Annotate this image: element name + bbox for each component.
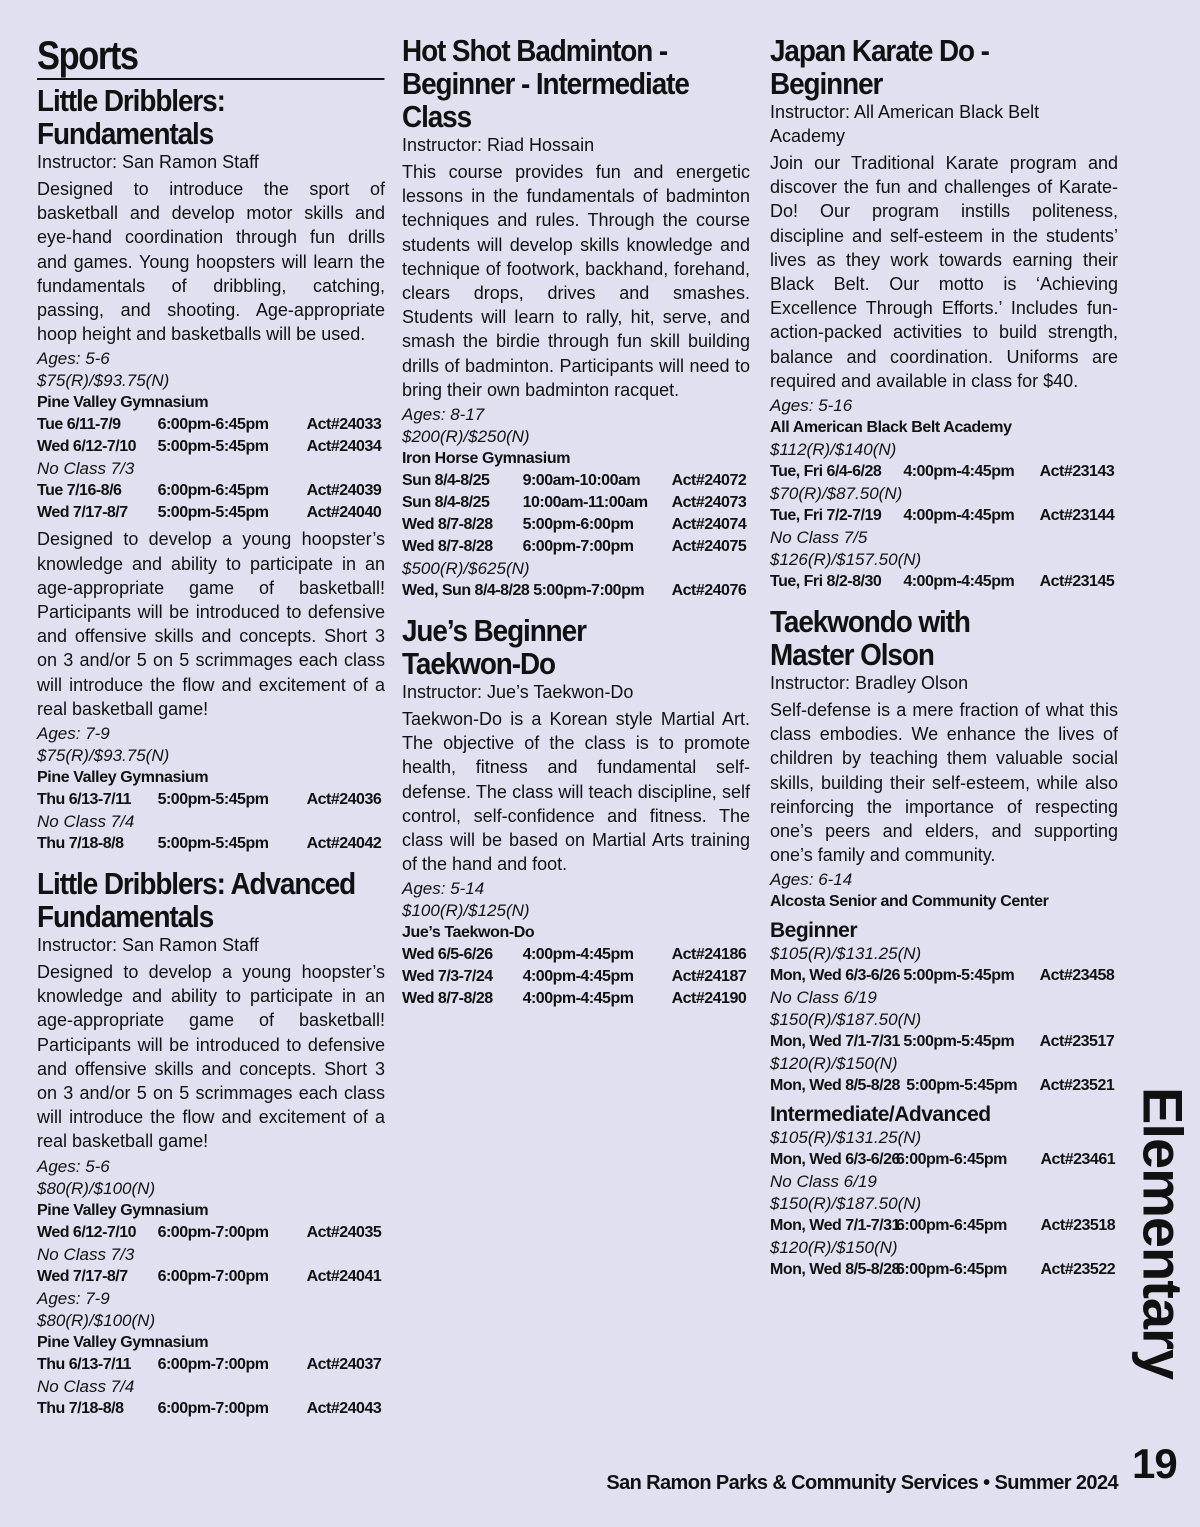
course-title: Japan Karate Do -: [770, 33, 989, 68]
schedule-row: Sun 8/4-8/25 9:00am-10:00am Act#24072: [402, 472, 747, 490]
schedule-row: Mon, Wed 7/1-7/31 6:00pm-6:45pm Act#23518: [770, 1217, 1116, 1235]
instructor: Instructor: Jue’s Taekwon-Do: [402, 682, 634, 703]
ages: Ages: 5-6: [37, 349, 110, 369]
course-japan-karate-do: [770, 34, 1118, 593]
price: $112(R)/$140(N): [770, 440, 897, 460]
schedule-row: Wed 8/7-8/28 6:00pm-7:00pm Act#24075: [402, 538, 747, 556]
course-description: Designed to introduce the sport of basketball and develop motor skills and eye-hand coordination through fun drills and games. Young hoopsters will learn the fundamentals of dribbling, catching, passing, and shooting. Age-appropriate hoop height and basketballs will be used.: [37, 179, 385, 345]
course-description: Designed to develop a young hoopster’s knowledge and ability to participate in an age-appropriate game of basketball! Participants will be introduced to defensive and offensive skills and concepts. Short 3 on 3 and/or 5 on 5 scrimmages each class will introduce the flow and excitement of a real basketball game!: [37, 529, 385, 719]
location: Iron Horse Gymnasium: [402, 450, 571, 468]
price: $80(R)/$100(N): [37, 1178, 156, 1198]
schedule-row: Tue, Fri 6/4-6/28 4:00pm-4:45pm Act#23143: [770, 463, 1115, 481]
course-title: Fundamentals: [37, 116, 214, 151]
schedule-row: Tue, Fri 7/2-7/19 4:00pm-4:45pm Act#23144: [770, 507, 1115, 525]
schedule-row: Thu 7/18-8/8 5:00pm-5:45pm Act#24042: [37, 835, 382, 853]
schedule-row: Wed 6/5-6/26 4:00pm-4:45pm Act#24186: [402, 946, 747, 964]
schedule-row: Wed 7/17-8/7 6:00pm-7:00pm Act#24041: [37, 1267, 382, 1285]
price: $200(R)/$250(N): [402, 427, 530, 447]
price: $105(R)/$131.25(N): [770, 944, 922, 964]
instructor: Instructor: San Ramon Staff: [37, 152, 259, 172]
footer: San Ramon Parks & Community Services • Summer 2024: [606, 1472, 1118, 1494]
schedule-row: Mon, Wed 6/3-6/26 5:00pm-5:45pm Act#23458: [770, 967, 1115, 985]
course-title: Beginner: [770, 66, 883, 101]
course-title: Jue’s Beginner: [402, 613, 586, 649]
course-title: Beginner - Intermediate: [402, 66, 689, 101]
location: Pine Valley Gymnasium: [37, 1201, 209, 1219]
column-3: [770, 34, 1118, 1281]
price: $75(R)/$93.75(N): [37, 746, 170, 766]
column-2: [402, 34, 750, 1010]
price: $500(R)/$625(N): [402, 559, 530, 579]
column-1: [37, 34, 385, 1420]
price: $126(R)/$157.50(N): [770, 550, 922, 570]
instructor: Instructor: Bradley Olson: [770, 673, 969, 694]
ages: Ages: 7-9: [37, 724, 110, 744]
instructor: Instructor: San Ramon Staff: [37, 935, 259, 956]
ages: Ages: 5-6: [37, 1156, 110, 1176]
course-description: Self-defense is a mere fraction of what this class embodies. We enhance the lives of children by teaching them valuable social skills, building their self-esteem, while also reinforcing the importance of respecting one’s peers and elders, and supporting one’s family and community.: [770, 700, 1118, 866]
location: Jue’s Taekwon-Do: [402, 924, 535, 942]
no-class-note: No Class 6/19: [770, 988, 877, 1008]
course-title: Taekwondo with: [770, 604, 970, 640]
schedule-row: Sun 8/4-8/25 10:00am-11:00am Act#24073: [402, 494, 747, 512]
no-class-note: No Class 7/4: [37, 812, 135, 832]
schedule-row: Tue 7/16-8/6 6:00pm-6:45pm Act#24039: [37, 482, 382, 500]
course-title: Taekwon-Do: [402, 646, 555, 682]
location: Pine Valley Gymnasium: [37, 769, 209, 787]
ages: Ages: 7-9: [37, 1288, 110, 1308]
course-title: Little Dribblers: Advanced: [37, 866, 356, 902]
course-title: Class: [402, 99, 472, 134]
course-description: This course provides fun and energetic lessons in the fundamentals of badminton techniques and rules. Through the course students will develop skills knowledge and technique of footwork, backhand, forehand, clears drops, drives and smashes. Students will learn to rally, hit, serve, and smash the birdie through fun skill building drills of badminton. Participants will need to bring their own badminton racquet.: [402, 162, 750, 400]
schedule-row: Wed 7/17-8/7 5:00pm-5:45pm Act#24040: [37, 504, 382, 522]
no-class-note: No Class 7/3: [37, 1244, 135, 1264]
price: $150(R)/$187.50(N): [770, 1194, 922, 1214]
schedule-row: Wed 6/12-7/10 5:00pm-5:45pm Act#24034: [37, 438, 382, 456]
no-class-note: No Class 7/4: [37, 1376, 135, 1396]
schedule-row: Mon, Wed 8/5-8/28 5:00pm-5:45pm Act#23521: [770, 1077, 1115, 1095]
level-intermediate-advanced: Intermediate/Advanced: [770, 1103, 991, 1127]
course-description: Join our Traditional Karate program and discover the fun and challenges of Karate-Do! Our program instills politeness, discipline and self-esteem in the students’ lives as they work towards earning their Black Belt. Our motto is ‘Achieving Excellence Through Efforts.’ Includes fun-action-packed activities to build strength, balance and coordination. Uniforms are required and available in class for $40.: [770, 153, 1118, 391]
course-title: Hot Shot Badminton -: [402, 33, 668, 68]
course-taekwondo-master-olson: [770, 605, 1118, 1281]
schedule-row: Wed 7/3-7/24 4:00pm-4:45pm Act#24187: [402, 968, 747, 986]
price: $150(R)/$187.50(N): [770, 1010, 922, 1030]
location: Pine Valley Gymnasium: [37, 1333, 209, 1351]
course-little-dribblers-advanced: [37, 867, 385, 1420]
course-little-dribblers-fundamentals: [37, 84, 385, 855]
no-class-note: No Class 7/3: [37, 459, 135, 479]
instructor: Instructor: Riad Hossain: [402, 135, 595, 155]
level-beginner: Beginner: [770, 919, 858, 943]
price: $105(R)/$131.25(N): [770, 1128, 922, 1148]
location: Pine Valley Gymnasium: [37, 394, 209, 412]
no-class-note: No Class 7/5: [770, 528, 868, 548]
side-tab-elementary: Elementary: [1131, 1087, 1195, 1379]
ages: Ages: 5-16: [770, 396, 853, 416]
price: $100(R)/$125(N): [402, 901, 530, 921]
price: $120(R)/$150(N): [770, 1054, 898, 1074]
ages: Ages: 8-17: [402, 405, 485, 425]
schedule-row: Thu 6/13-7/11 5:00pm-5:45pm Act#24036: [37, 791, 382, 809]
price: $75(R)/$93.75(N): [37, 371, 170, 391]
schedule-row: Wed 8/7-8/28 5:00pm-6:00pm Act#24074: [402, 516, 747, 534]
course-description: Taekwon-Do is a Korean style Martial Art. The objective of the class is to promote health, fitness and fundamental self-defense. The class will teach discipline, self control, self-confidence and fitness. The class will be based on Martial Arts training of the hand and foot.: [402, 709, 750, 875]
instructor: Instructor: All American Black Belt Academy: [770, 102, 1040, 146]
location: Alcosta Senior and Community Center: [770, 893, 1049, 911]
course-hot-shot-badminton: [402, 34, 750, 602]
schedule-row: Mon, Wed 6/3-6/26 6:00pm-6:45pm Act#23461: [770, 1151, 1116, 1169]
schedule-row: Tue, Fri 8/2-8/30 4:00pm-4:45pm Act#23145: [770, 573, 1115, 591]
course-jues-taekwon-do: [402, 614, 750, 1010]
schedule-row: Thu 7/18-8/8 6:00pm-7:00pm Act#24043: [37, 1399, 382, 1417]
location: All American Black Belt Academy: [770, 419, 1012, 437]
schedule-row: Thu 6/13-7/11 6:00pm-7:00pm Act#24037: [37, 1355, 382, 1373]
course-title: Master Olson: [770, 637, 934, 673]
schedule-row: Wed 8/7-8/28 4:00pm-4:45pm Act#24190: [402, 990, 747, 1008]
schedule-row: Mon, Wed 7/1-7/31 5:00pm-5:45pm Act#23517: [770, 1033, 1115, 1051]
course-title: Little Dribblers:: [37, 83, 225, 118]
ages: Ages: 5-14: [402, 879, 485, 899]
schedule-row: Tue 6/11-7/9 6:00pm-6:45pm Act#24033: [37, 416, 382, 434]
course-description: Designed to develop a young hoopster’s knowledge and ability to participate in an age-appropriate game of basketball! Participants will be introduced to defensive and offensive skills and concepts. Short 3 on 3 and/or 5 on 5 scrimmages each class will introduce the flow and excitement of a real basketball game!: [37, 962, 385, 1152]
price: $120(R)/$150(N): [770, 1238, 898, 1258]
price: $80(R)/$100(N): [37, 1310, 156, 1330]
schedule-row: Wed, Sun 8/4-8/28 5:00pm-7:00pm Act#24076: [402, 582, 747, 600]
schedule-row: Mon, Wed 8/5-8/28 6:00pm-6:45pm Act#23522: [770, 1261, 1116, 1279]
price: $70(R)/$87.50(N): [770, 484, 903, 504]
no-class-note: No Class 6/19: [770, 1172, 877, 1192]
schedule-row: Wed 6/12-7/10 6:00pm-7:00pm Act#24035: [37, 1223, 382, 1241]
ages: Ages: 6-14: [770, 870, 853, 890]
course-title: Fundamentals: [37, 899, 214, 935]
section-title: Sports: [37, 34, 384, 80]
page-number: 19: [1132, 1440, 1177, 1487]
